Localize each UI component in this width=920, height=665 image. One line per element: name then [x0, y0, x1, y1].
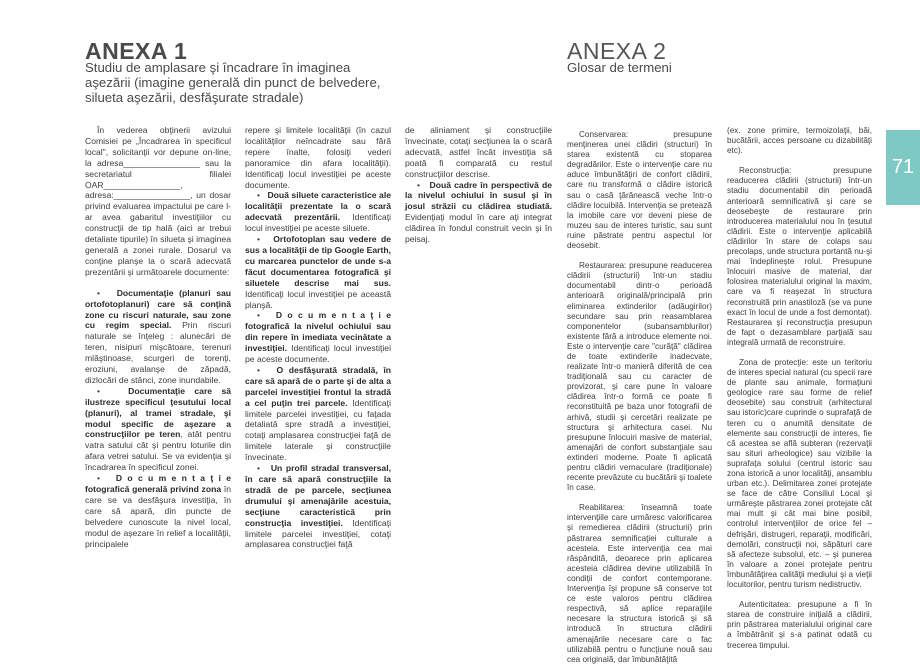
- list-item: • Documentaţie care să ilustreze specificul ţesutului local (planuri), al tramei stradale, şi modul specific de aşezare a construcţiilor pe teren, atât pentru vatra satului cât şi pentru loturile din afara vetrei satului. Se va evidenţia şi încadrarea în specificul zonei.: [85, 385, 232, 473]
- annex1-title: ANEXA 1: [85, 38, 188, 64]
- list-item: • O desfăşurată stradală, în care să apară de o parte şi de alta a parcelei investiţiei frontul la stradă a cel puţin trei parcele. Identificaţi limitele parcelei investiţiei, cu faţada detaliată spre stradă a investiţiei, cotaţi amplasarea construcţiei faţă de limitele laterale şi construcţiile învecinate.: [245, 364, 391, 463]
- list-item: • Două cadre în perspectivă de la nivelul ochiului în susul şi în josul străzii cu clădirea studiată. Evidenţiaţi modul în care aţi integrat clădirea în fondul construit vecin şi în peisaj.: [405, 179, 553, 245]
- annex1-column-2: [245, 125, 391, 645]
- glossary-entry-reconstructia: Reconstrucţia: presupune readucerea clădirii (structurii) într-un stadiu documentabil din perioadă anterioară semnificativă şi care se deosebeşte de restaurare prin introducerea materialului nou în ţesutul clădirii. Este o intervenţie aplicabilă clădirilor în stare de colaps sau precolaps, unde structura portantă nu-şi mai îndeplineşte rolul. Presupune înlocuiri masive de material, dar folosirea materialului original la maxim, care va fi reaşezat în structura reconstruită prin anastiloză (se va pune exact în locul de unde a fost demontat). Restaurarea şi reconstrucţia presupun de fapt o dezasamblare parţială sau integrală urmată de reconstruire.: [727, 166, 872, 347]
- glossary-entry-reabilitarea: Reabilitarea: înseamnă toate intervenţiile care urmăresc valorificarea şi remedierea clădirii (structurii) prin păstrarea semnificaţiei culturale a acesteia. Este intervenţia cea mai răspândită, deoarece prin aplicarea acesteia clădirea devine utilizabilă în condiţii de confort contemporane. Intervenţia îşi propune să conserve tot ce este valoros pentru clădirea respectivă, să aplice reparaţiile necesare la structura istorică şi să introducă în structura clădirii amenajările necesare care o fac utilizabilă pentru o funcţiune nouă sau cea originală, dar îmbunătăţită: [567, 503, 712, 664]
- list-item: • D o c u m e n t a ţ i e fotografică generală privind zona în care se va desfăşura investiţia, în care să apară, din puncte de belvedere cunoscute la nivel local, modul de aşezare în relief a localităţii, principalele: [85, 473, 232, 549]
- list-item: • D o c u m e n t a ţ i e fotografică la nivelul ochiului sau din repere în imediata vecinătate a investiţiei. Identificaţi locul investiţiei pe aceste documente.: [245, 310, 392, 365]
- annex2-title: ANEXA 2: [567, 38, 667, 64]
- continuation-paragraph: (ex. zone primire, termoizolaţii, băi, bucătării, acces persoane cu dizabilităţi etc).: [727, 126, 872, 156]
- glossary-column-2: [727, 126, 872, 650]
- glossary-entry-zona-de-protectie: Zona de protecţie: este un teritoriu de interes special natural (cu specii rare de plante sau animale, formaţiuni geologice rare sau forme de relief deosebite) sau construit (arhitectural sau istoric)care cuprinde o suprafaţă de teren cu o anumită densitate de elemente sau construcţii de interes, fie că acestea se află subteran (rezervaţii sau situri arheologice) sau vizibile la suprafaţa solului (centrul istoric sau zona istorică a unor localităţi, ansamblu urban etc.). Delimitarea zonei protejate se face de către Consiliul Local şi urmăreşte păstrarea zonei protejate cât mai mult şi cât mai bine posibil, controlul intervenţiilor de orice fel – defrişări, distrugeri, reparaţii, modificări, demolări, construcţii noi, săpături care să afecteze subsolul, etc. – şi punerea în valoare a zonei protejate pentru îmbunătăţirea calităţii mediului şi a vieţii locuitorilor, pentru turism nedistructiv.: [727, 357, 872, 590]
- page-number: 71: [891, 156, 915, 178]
- glossary-entry-conservarea: Conservarea: presupune menţinerea unei clădiri (structuri) în starea existentă cu stoparea degradărilor. Este o intervenţie care nu aduce îmbunătăţiri de confort clădirii, care nu transformă o clădire istorică sau o casă ţărănească veche într-o clădire locuibilă. Intervenţia se pretează la imobile care vor deveni piese de muzeu sau de interes turistic, sau sunt ruine păstrate pentru aspectul lor deosebit.: [567, 130, 712, 251]
- annex1-column-1: [85, 125, 231, 645]
- annex1-column-3: [405, 125, 552, 275]
- glossary-entry-restaurarea: Restaurarea: presupune readucerea clădirii (structurii) într-un stadiu documentabil dintr-o perioadă anterioară originală/principală prin eliminarea extinderilor (adăugirilor) secundare sau prin reasamblarea componentelor (subansamblurilor) existente fără a introduce elemente noi. Este o intervenţie care "curăţă" clădirea de toate extinderile inadecvate, realizate într-o manieră diferită de cea tradiţională sau cu caracter de provizorat, şi care pune în valoare clădirea într-o formă ce poate fi reconstituită pe baza unor fotografii de arhivă, studii şi cercetări realizate pe structura şi arhitectura casei. Nu presupune înlocuiri masive de material, amenajări de confort substanţiale sau extinderi moderne. Poate fi aplicată pentru clădiri vernaculare (tradiţionale) recente prevăzute cu bucătării şi toalete în case.: [567, 261, 712, 493]
- annex2-subtitle: Glosar de termeni: [567, 60, 672, 75]
- continuation-paragraph: repere şi limitele localităţii (în cazul localităţilor neîncadrate sau fără repere înalte, folosiţi vederi panoramice din afara localităţii). Identificaţi locul investiţiei pe aceste documente.: [245, 125, 391, 190]
- list-item: • Două siluete caracteristice ale localităţii prezentate la o scară adecvată prezentării. Identificaţi locul investiţiei pe aceste siluete.: [245, 190, 391, 234]
- continuation-paragraph: de aliniament şi construcţiile învecinate, cotaţi secţiunea la o scară adecvată, astfel încât investiţia să poată fi comparată cu restul construcţiilor descrise.: [405, 125, 552, 179]
- list-item: • Un profil stradal transversal, în care să apară construcţiile la stradă de pe parcele, secţiunea drumului şi amenajările acestuia, secţiune caracteristică prin construcţia investiţiei. Identificaţi limitele parcelei investiţiei, cotaţi amplasarea construcţiei faţă: [245, 463, 391, 550]
- page-number-tab: [886, 130, 920, 205]
- intro-paragraph: În vederea obţinerii avizului Comisiei pe „Încadrarea în specificul local", solicitanţii vor depune on-line, la adresa________________ sau la secretariatul filialei OAR________________, adresa:________________, un dosar privind evaluarea impactului pe care l-ar avea gabaritul investiţiilor cu construcţii de tip hală (aici ar trebui detaliate tipurile) în silueta şi imaginea generală a zonei rurale. Dosarul va conţine planşe la o scară adecvată prezentării şi următoarele documente:: [85, 125, 231, 277]
- list-item: • Ortofotoplan sau vedere de sus a localităţii de tip Google Earth, cu marcarea punctelor de unde s-a făcut documentarea fotografică şi siluetele descrise mai sus. Identificaţi locul investiţiei pe această planşă.: [245, 234, 391, 310]
- glossary-entry-autenticitatea: Autenticitatea: presupune a fi în starea de construire iniţială a clădirii, prin păstrarea materialului original care a îmbătrânit şi s-a patinat odată cu trecerea timpului.: [727, 600, 872, 650]
- list-item: • Documentaţie (planuri sau ortofotoplanuri) care să conţină zone cu riscuri naturale, sau zone cu regim special. Prin riscuri naturale se înţeleg : alunecări de teren, nisipuri mişcătoare, terenuri mlăştinoase, scurgeri de torenţi, eroziuni, avalanşe de zăpadă, dizlocări de stânci, zone inundabile.: [85, 287, 231, 385]
- glossary-column-1: [567, 130, 712, 664]
- annex1-subtitle: Studiu de amplasare şi încadrare în imaginea aşezării (imagine generală din punct de belvedere, silueta aşezării, desfăşurate stradale): [85, 60, 381, 106]
